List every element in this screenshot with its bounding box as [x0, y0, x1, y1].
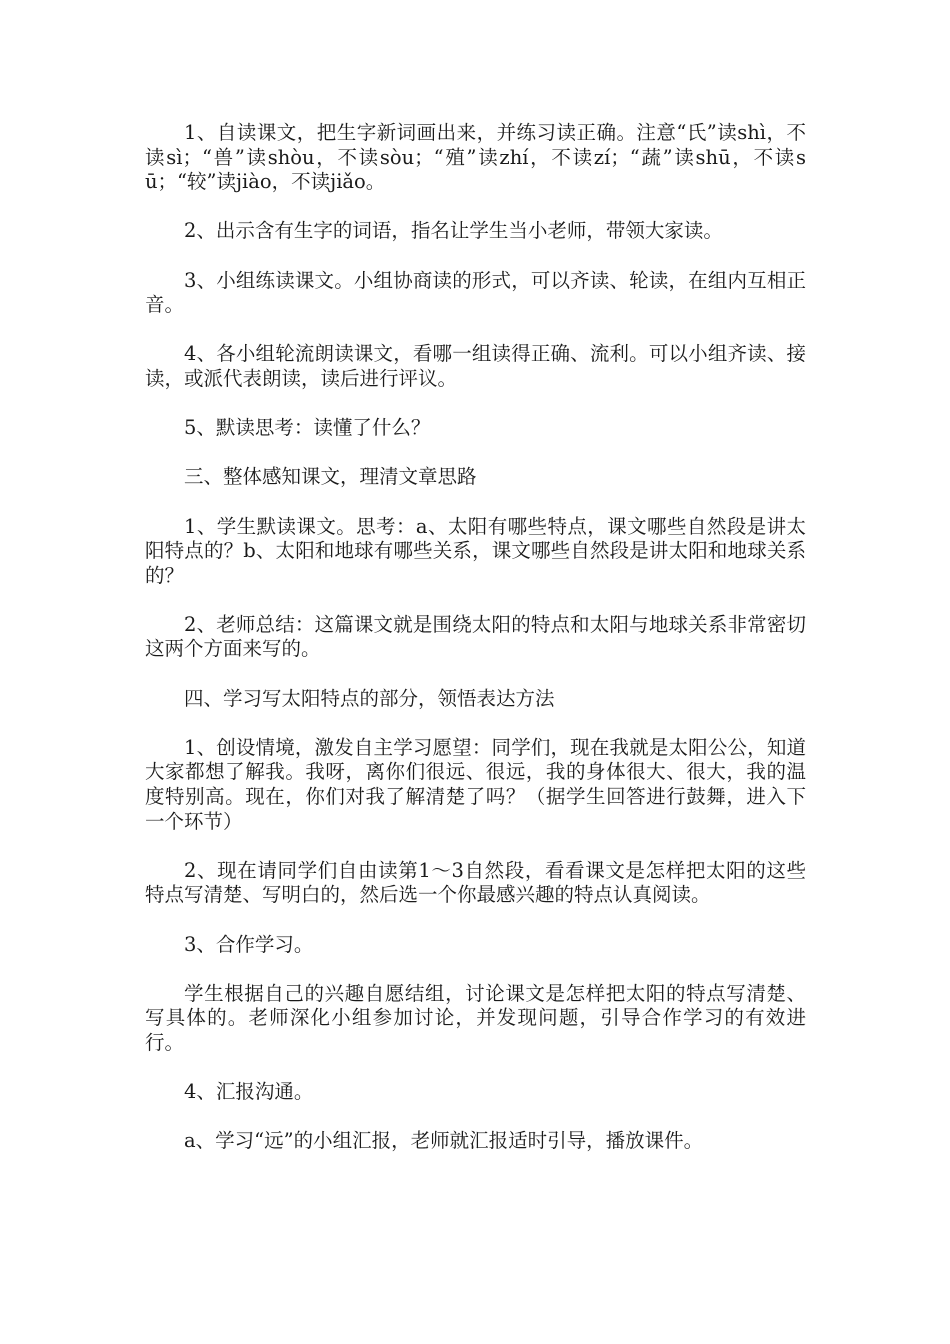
section-heading: 三、整体感知课文，理清文章思路 — [184, 465, 477, 489]
paragraph: 1、创设情境，激发自主学习愿望：同学们，现在我就是太阳公公，知道大家都想了解我。我呀，离你们很远、很远，我的身体很大、很大，我的温度特别高。现在，你们对我了解清楚了吗？（据学生回答进行鼓舞，进入下一个环节） — [145, 735, 806, 833]
paragraph: 1、自读课文，把生字新词画出来，并练习读正确。注意“氏”读shì，不读sì；“兽”读shòu，不读sòu；“殖”读zhí，不读zí；“蔬”读shū，不读sū；“较”读jiào，不读jiǎo。 — [145, 121, 806, 194]
paragraph: 学生根据自己的兴趣自愿结组，讨论课文是怎样把太阳的特点写清楚、写具体的。老师深化小组参加讨论，并发现问题，引导合作学习的有效进行。 — [145, 981, 806, 1054]
paragraph: 3、合作学习。 — [184, 932, 314, 956]
paragraph: 2、老师总结：这篇课文就是围绕太阳的特点和太阳与地球关系非常密切这两个方面来写的。 — [145, 612, 806, 661]
paragraph: 4、各小组轮流朗读课文，看哪一组读得正确、流利。可以小组齐读、接读，或派代表朗读，读后进行评议。 — [145, 342, 806, 390]
paragraph: 4、汇报沟通。 — [184, 1080, 314, 1104]
paragraph: 2、出示含有生字的词语，指名让学生当小老师，带领大家读。 — [184, 219, 723, 243]
paragraph: 3、小组练读课文。小组协商读的形式，可以齐读、轮读，在组内互相正音。 — [145, 268, 806, 317]
document-page — [145, 121, 806, 1179]
section-heading: 四、学习写太阳特点的部分，领悟表达方法 — [184, 686, 555, 710]
paragraph: 1、学生默读课文。思考：a、太阳有哪些特点，课文哪些自然段是讲太阳特点的？b、太阳和地球有哪些关系，课文哪些自然段是讲太阳和地球关系的？ — [145, 514, 806, 587]
paragraph: a、学习“远”的小组汇报，老师就汇报适时引导，播放课件。 — [184, 1129, 704, 1153]
paragraph: 5、默读思考：读懂了什么？ — [184, 416, 431, 440]
paragraph: 2、现在请同学们自由读第1～3自然段，看看课文是怎样把太阳的这些特点写清楚、写明白的，然后选一个你最感兴趣的特点认真阅读。 — [145, 858, 806, 907]
